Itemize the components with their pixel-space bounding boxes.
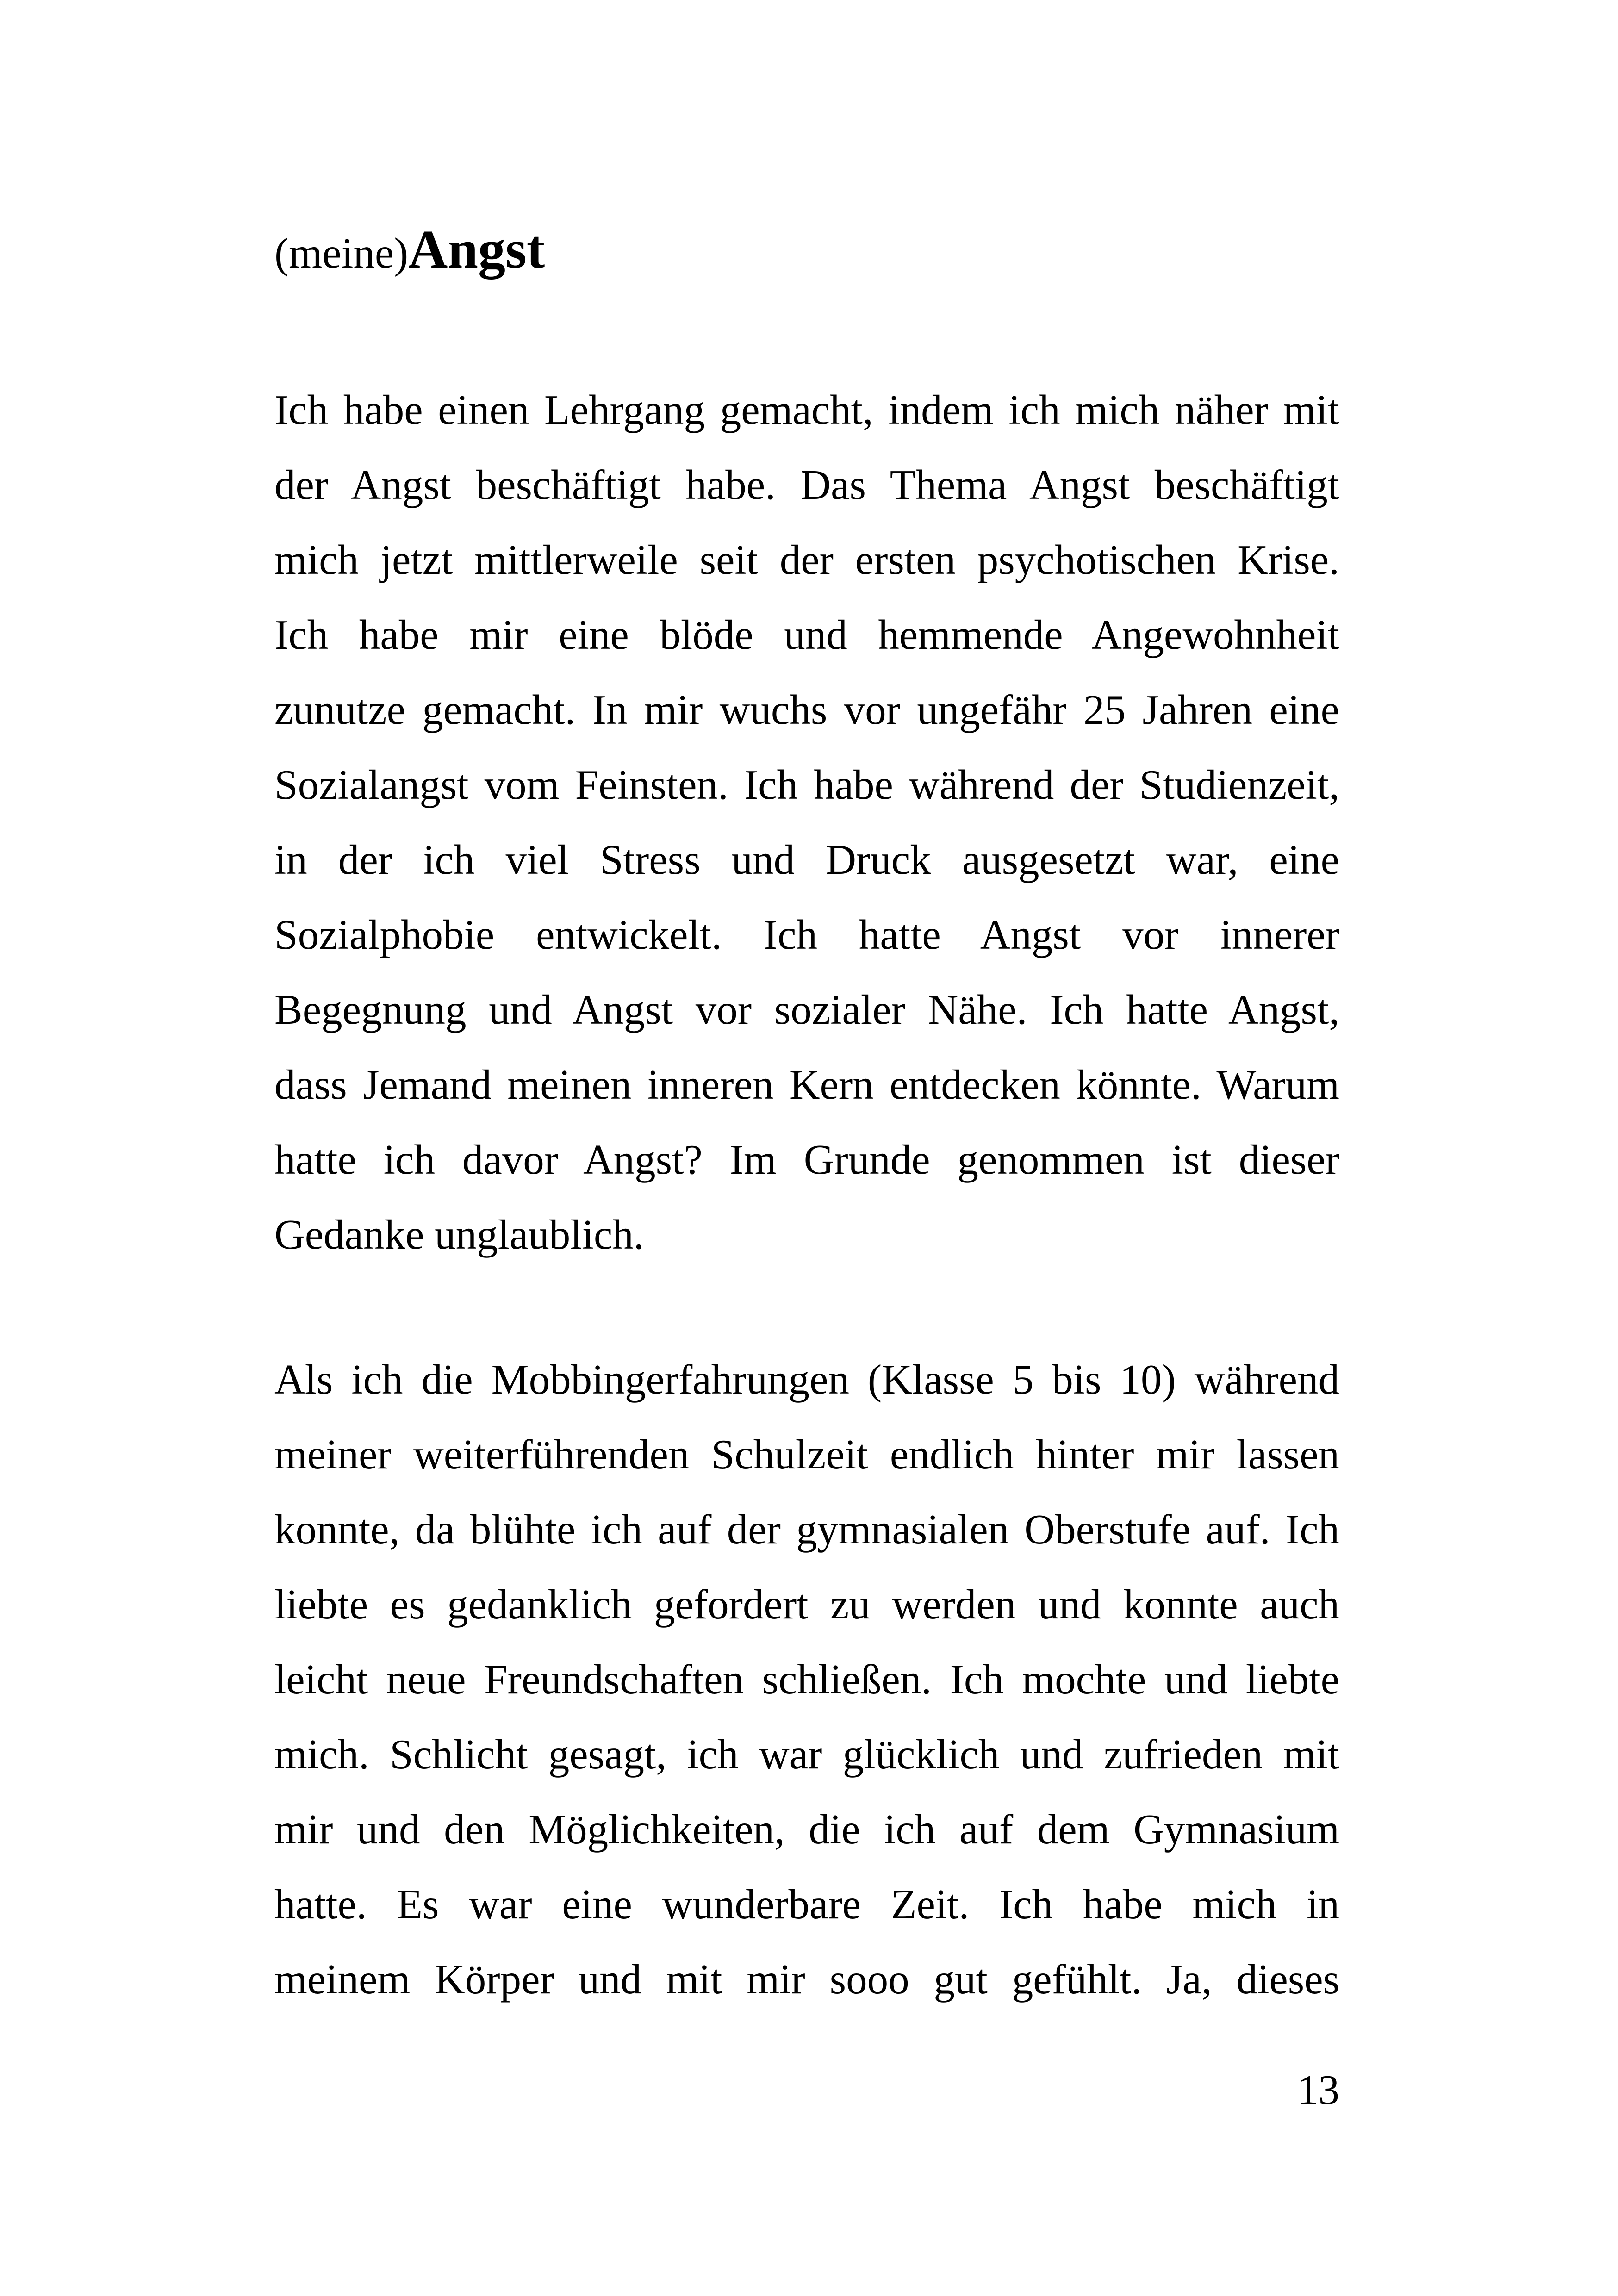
text-line: mich. Schlicht gesagt, ich war glücklich und zufrieden mit (274, 1731, 1339, 1778)
text-line: Begegnung und Angst vor sozialer Nähe. Ich hatte Angst, (274, 986, 1339, 1033)
text-line: Sozialphobie entwickelt. Ich hatte Angst vor innerer (274, 911, 1339, 958)
page-number: 13 (1297, 2066, 1339, 2113)
chapter-title-prefix: (meine) (274, 230, 409, 277)
text-line: mich jetzt mittlerweile seit der ersten psychotischen Krise. (274, 536, 1339, 583)
text-line: konnte, da blühte ich auf der gymnasialen Oberstufe auf. Ich (274, 1506, 1339, 1553)
text-line: Gedanke unglaublich. (274, 1211, 644, 1258)
text-line: meiner weiterführenden Schulzeit endlich hinter mir lassen (274, 1431, 1339, 1478)
text-line: dass Jemand meinen inneren Kern entdecken könnte. Warum (274, 1061, 1339, 1108)
chapter-title-main: Angst (408, 219, 545, 280)
text-line: zunutze gemacht. In mir wuchs vor ungefähr 25 Jahren eine (274, 686, 1339, 733)
text-line: in der ich viel Stress und Druck ausgesetzt war, eine (274, 836, 1339, 883)
text-line: Ich habe mir eine blöde und hemmende Angewohnheit (274, 611, 1339, 658)
text-line: meinem Körper und mit mir sooo gut gefühlt. Ja, dieses (274, 1956, 1339, 2003)
text-line: liebte es gedanklich gefordert zu werden und konnte auch (274, 1581, 1339, 1628)
text-line: hatte ich davor Angst? Im Grunde genommen ist dieser (274, 1136, 1339, 1183)
paragraph-2 (274, 1342, 1339, 2017)
text-line: der Angst beschäftigt habe. Das Thema Angst beschäftigt (274, 461, 1339, 508)
chapter-title (274, 219, 545, 280)
text-line: Ich habe einen Lehrgang gemacht, indem ich mich näher mit (274, 386, 1339, 433)
text-line: mir und den Möglichkeiten, die ich auf dem Gymnasium (274, 1806, 1339, 1853)
text-line: Sozialangst vom Feinsten. Ich habe während der Studienzeit, (274, 761, 1339, 808)
paragraph-1 (274, 373, 1339, 1272)
text-line: hatte. Es war eine wunderbare Zeit. Ich habe mich in (274, 1881, 1339, 1928)
text-line: Als ich die Mobbingerfahrungen (Klasse 5 bis 10) während (274, 1356, 1339, 1403)
text-line: leicht neue Freundschaften schließen. Ich mochte und liebte (274, 1656, 1339, 1703)
